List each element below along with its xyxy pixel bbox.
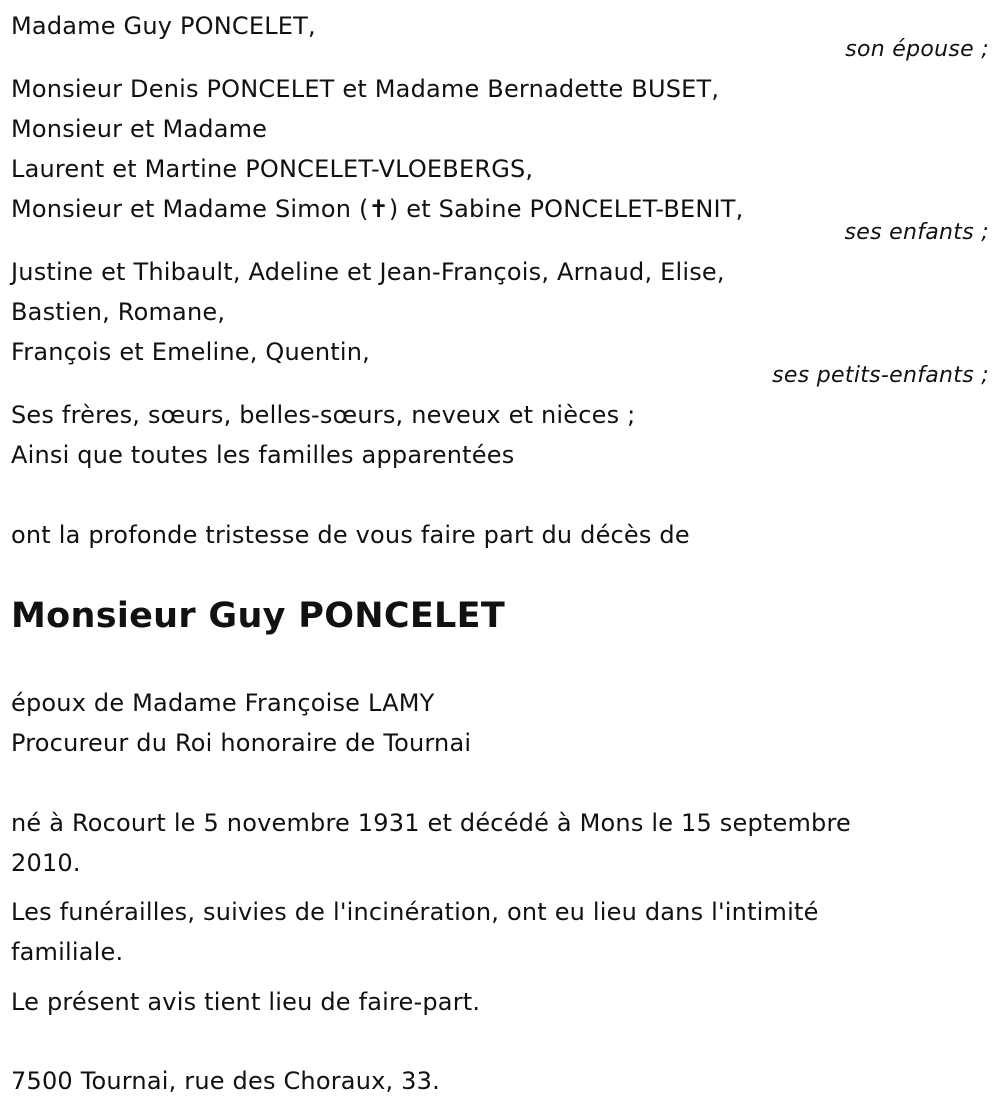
deceased-spouse-of: époux de Madame Françoise LAMY xyxy=(11,689,435,717)
children-role: ses enfants ; xyxy=(844,220,989,245)
birth-death-line-1: né à Rocourt le 5 novembre 1931 et décédé à Mons le 15 septembre xyxy=(11,809,851,837)
grandchildren-line-3: François et Emeline, Quentin, xyxy=(11,338,371,366)
address: 7500 Tournai, rue des Choraux, 33. xyxy=(11,1067,440,1095)
children-line-2: Monsieur et Madame xyxy=(11,115,268,143)
announcement-text: ont la profonde tristesse de vous faire part du décès de xyxy=(11,521,690,549)
grandchildren-line-1: Justine et Thibault, Adeline et Jean-François, Arnaud, Elise, xyxy=(11,258,725,286)
birth-death-line-2: 2010. xyxy=(11,849,81,877)
children-line-4: Monsieur et Madame Simon (✝) et Sabine PONCELET-BENIT, xyxy=(11,195,744,223)
spouse-role: son épouse ; xyxy=(845,37,989,62)
deceased-title: Procureur du Roi honoraire de Tournai xyxy=(11,729,472,757)
funeral-line-1: Les funérailles, suivies de l'incinération, ont eu lieu dans l'intimité xyxy=(11,898,819,926)
grandchildren-line-2: Bastien, Romane, xyxy=(11,298,226,326)
notice-text: Le présent avis tient lieu de faire-part. xyxy=(11,988,481,1016)
children-line-1: Monsieur Denis PONCELET et Madame Bernadette BUSET, xyxy=(11,75,720,103)
family-line-1: Ses frères, sœurs, belles-sœurs, neveux et nièces ; xyxy=(11,401,636,429)
funeral-line-2: familiale. xyxy=(11,938,124,966)
children-line-3: Laurent et Martine PONCELET-VLOEBERGS, xyxy=(11,155,534,183)
deceased-name: Monsieur Guy PONCELET xyxy=(11,596,506,636)
grandchildren-role: ses petits-enfants ; xyxy=(772,363,989,388)
spouse-name: Madame Guy PONCELET, xyxy=(11,12,316,40)
family-line-2: Ainsi que toutes les familles apparentées xyxy=(11,441,515,469)
